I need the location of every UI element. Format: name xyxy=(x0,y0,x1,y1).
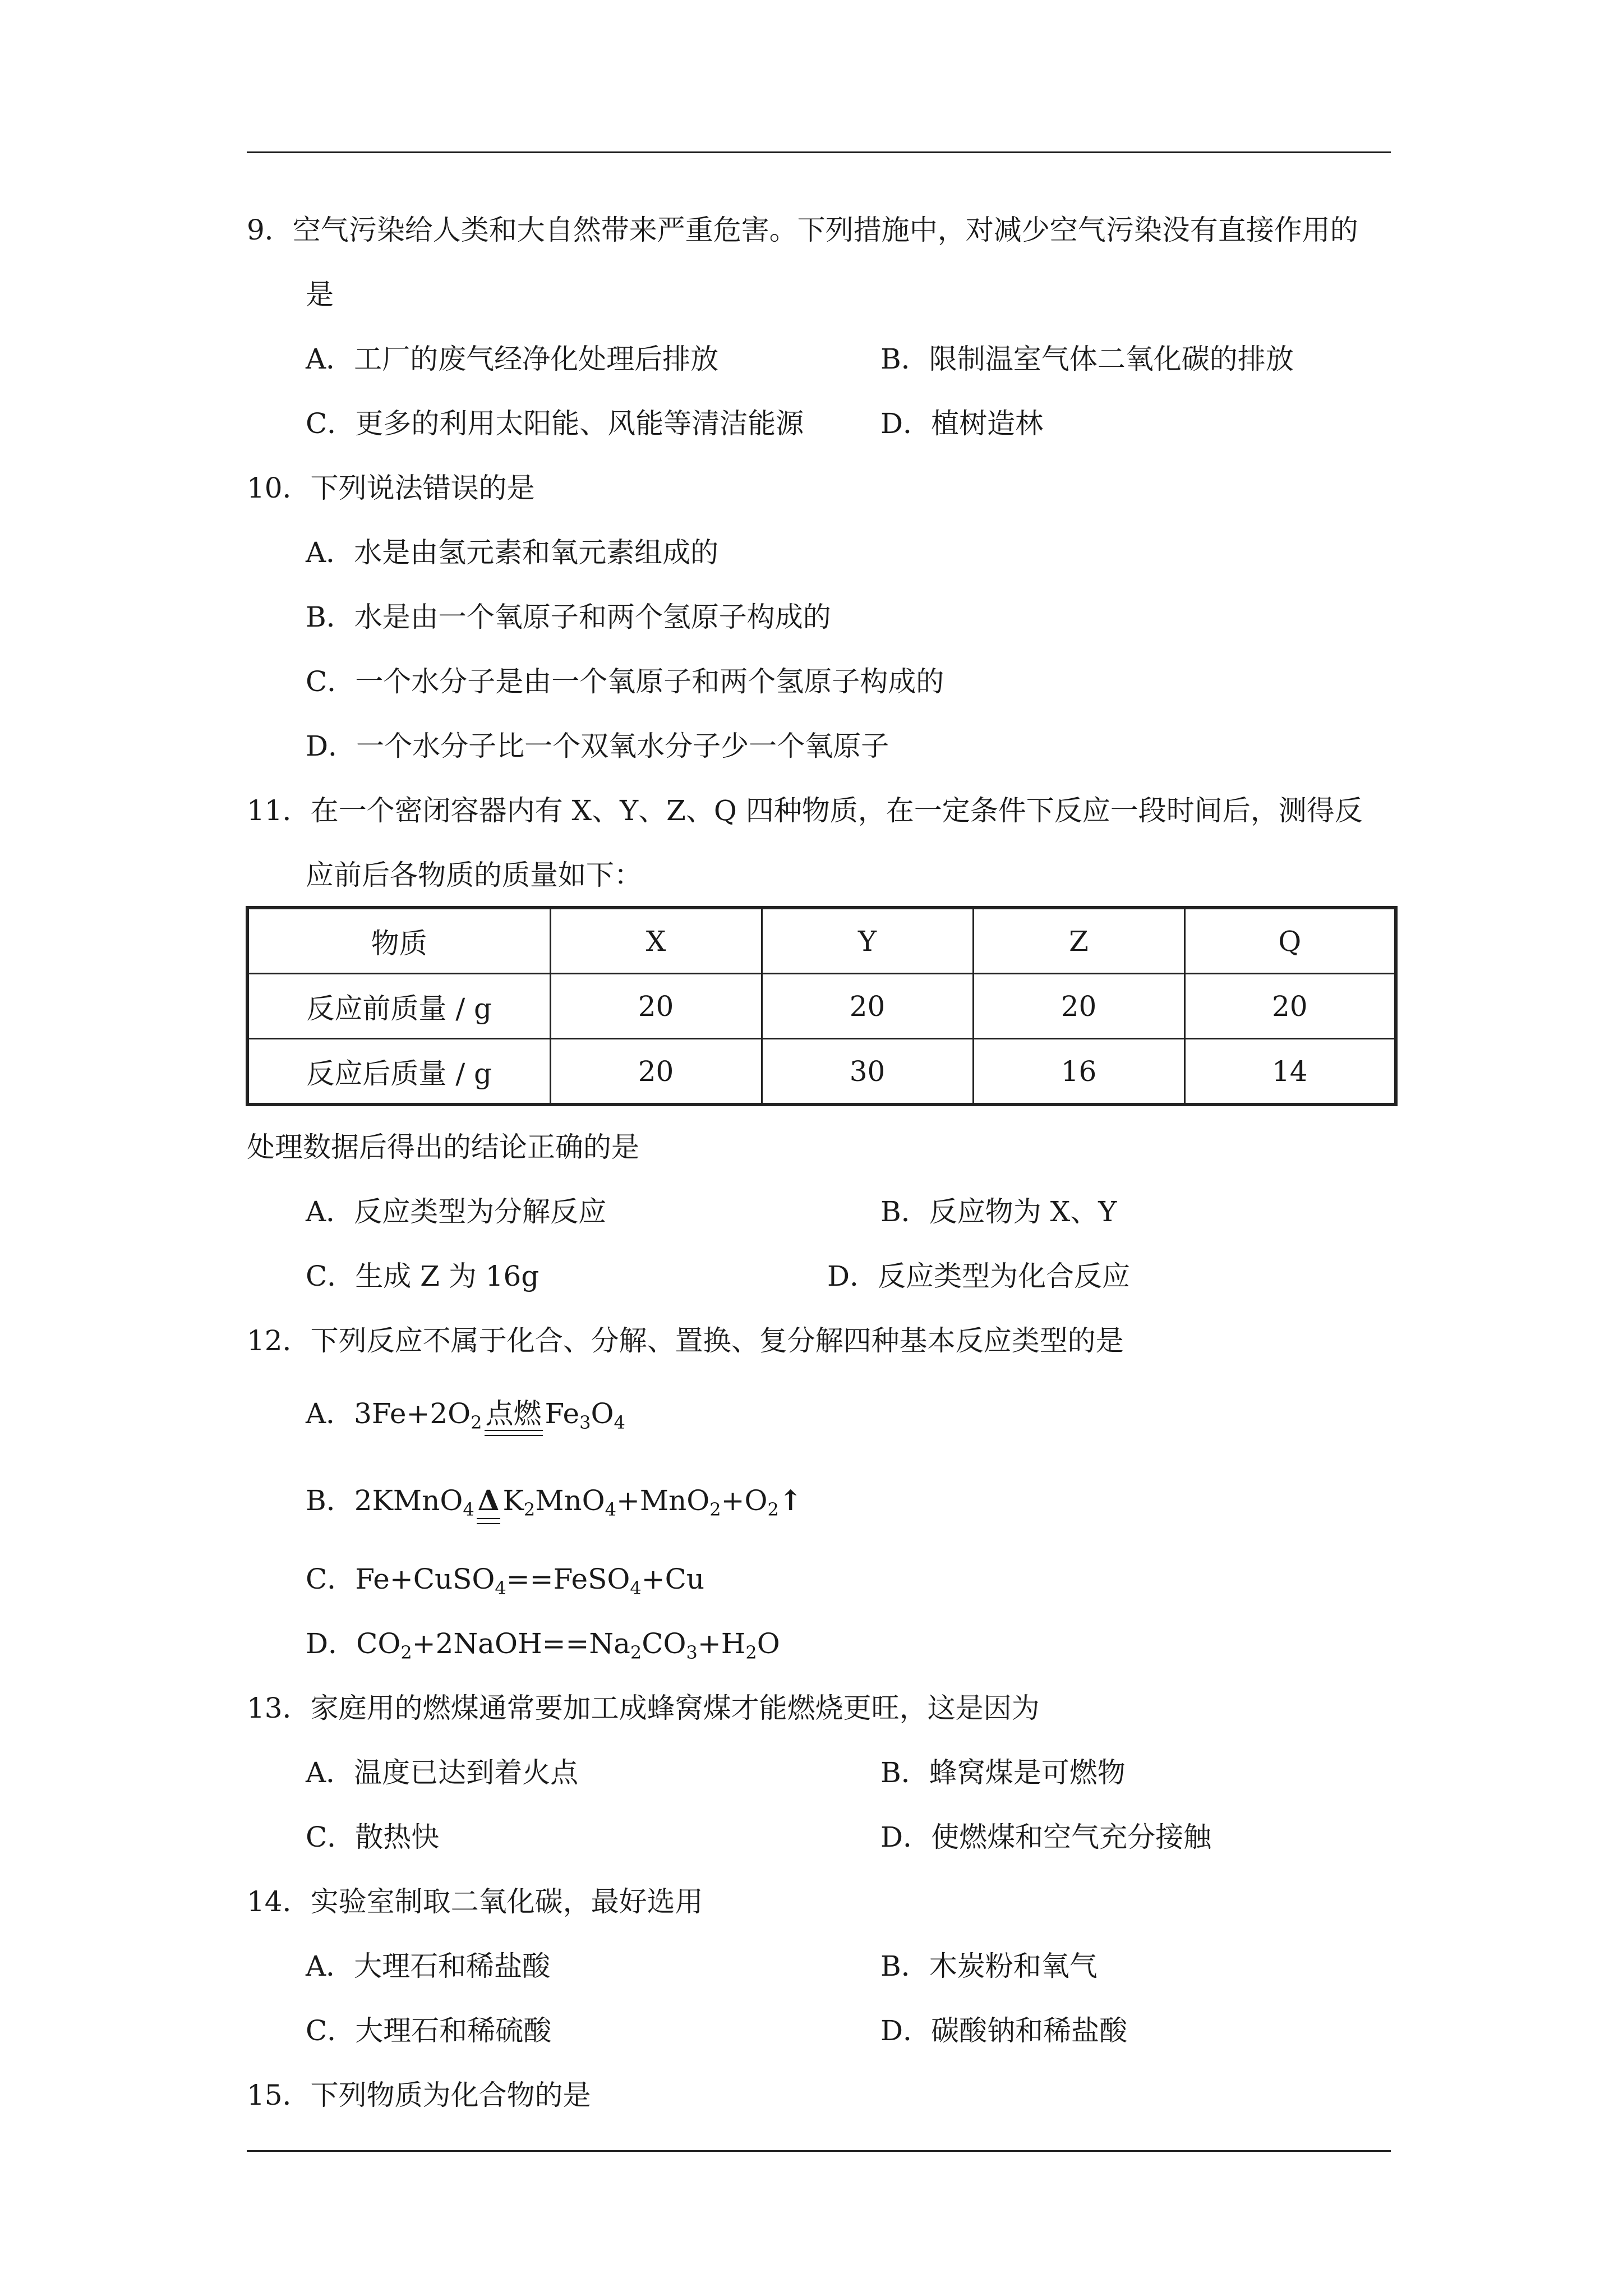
table-cell: 反应后质量 / g xyxy=(247,1039,550,1105)
table-header-cell: Y xyxy=(762,908,973,974)
equation-term: O xyxy=(757,1627,780,1660)
q11-option-a: A．反应类型为分解反应 xyxy=(306,1195,607,1228)
q11-stem-line2: 应前后各物质的质量如下： xyxy=(306,859,642,891)
table-header-cell: Z xyxy=(973,908,1184,974)
heat-condition: Δ xyxy=(474,1484,503,1517)
q11-option-d: D．反应类型为化合反应 xyxy=(827,1260,1131,1292)
equation-term: 3Fe+2O xyxy=(354,1397,471,1430)
equation-term: +2NaOH==Na xyxy=(412,1627,630,1660)
subscript: 2 xyxy=(400,1642,412,1663)
table-row xyxy=(247,974,1396,1039)
subscript: 3 xyxy=(579,1412,591,1433)
table-cell: 20 xyxy=(762,974,973,1039)
table-cell: 20 xyxy=(1184,974,1396,1039)
q10-option-c: C．一个水分子是由一个氧原子和两个氢原子构成的 xyxy=(306,665,944,698)
equation-term: +Cu xyxy=(641,1563,705,1595)
q13-option-b: B．蜂窝煤是可燃物 xyxy=(880,1756,1126,1789)
q13-option-c: C．散热快 xyxy=(306,1821,440,1853)
q13-stem: 13．家庭用的燃煤通常要加工成蜂窝煤才能燃烧更旺，这是因为 xyxy=(247,1692,1040,1724)
option-letter: B． xyxy=(306,1484,354,1517)
table-header-cell: 物质 xyxy=(247,908,550,974)
table-cell: 20 xyxy=(973,974,1184,1039)
table-row xyxy=(247,1039,1396,1105)
equation-term: ==FeSO xyxy=(506,1563,630,1595)
table-header-cell: Q xyxy=(1184,908,1396,974)
q15-stem: 15．下列物质为化合物的是 xyxy=(247,2079,591,2111)
subscript: 3 xyxy=(686,1642,698,1663)
equation-term: O xyxy=(591,1397,614,1430)
subscript: 4 xyxy=(463,1499,474,1520)
footer-rule xyxy=(247,2150,1391,2152)
equation-term: Fe+CuSO xyxy=(355,1563,495,1595)
equation-term: CO xyxy=(642,1627,686,1660)
equation-term: Fe xyxy=(545,1397,580,1430)
table-cell: 14 xyxy=(1184,1039,1396,1105)
q11-stem-line1: 11．在一个密闭容器内有 X、Y、Z、Q 四种物质，在一定条件下反应一段时间后，测得反 xyxy=(247,794,1363,827)
q9-option-b: B．限制温室气体二氧化碳的排放 xyxy=(880,343,1294,375)
q9-option-c: C．更多的利用太阳能、风能等清洁能源 xyxy=(306,407,804,440)
subscript: 2 xyxy=(471,1412,482,1433)
q9-option-a: A．工厂的废气经净化处理后排放 xyxy=(306,343,719,375)
q9-stem-line2: 是 xyxy=(306,278,334,311)
equation-term: K xyxy=(502,1484,524,1517)
q10-option-b: B．水是由一个氧原子和两个氢原子构成的 xyxy=(306,601,831,633)
option-letter: C． xyxy=(306,1563,356,1595)
equation-term: +H xyxy=(697,1627,746,1660)
subscript: 4 xyxy=(630,1577,642,1599)
q14-option-c: C．大理石和稀硫酸 xyxy=(306,2014,552,2047)
equation-term: MnO xyxy=(535,1484,605,1517)
subscript: 2 xyxy=(767,1499,779,1520)
header-rule xyxy=(247,151,1391,153)
q13-option-a: A．温度已达到着火点 xyxy=(306,1756,579,1789)
q9-stem-line1: 9．空气污染给人类和大自然带来严重危害。下列措施中，对减少空气污染没有直接作用的 xyxy=(247,214,1358,246)
table-cell: 16 xyxy=(973,1039,1184,1105)
equation-term: +O xyxy=(721,1484,768,1517)
subscript: 2 xyxy=(745,1642,757,1663)
q11-option-c: C．生成 Z 为 16g xyxy=(306,1260,540,1292)
subscript: 4 xyxy=(605,1499,616,1520)
reaction-condition: 点燃 xyxy=(482,1397,545,1430)
q11-after-table: 处理数据后得出的结论正确的是 xyxy=(247,1131,639,1163)
q14-option-d: D．碳酸钠和稀盐酸 xyxy=(880,2014,1128,2047)
q14-option-b: B．木炭粉和氧气 xyxy=(880,1950,1098,1982)
subscript: 4 xyxy=(495,1577,506,1599)
subscript: 4 xyxy=(614,1412,625,1433)
equation-term: 2KMnO xyxy=(354,1484,463,1517)
q14-option-a: A．大理石和稀盐酸 xyxy=(306,1950,551,1982)
gas-arrow: ↑ xyxy=(778,1484,803,1517)
mass-table xyxy=(246,906,1398,1106)
q10-option-d: D．一个水分子比一个双氧水分子少一个氧原子 xyxy=(306,730,889,762)
table-header-cell: X xyxy=(550,908,762,974)
option-letter: D． xyxy=(306,1627,357,1660)
q12-option-d xyxy=(306,1627,780,1663)
q14-stem: 14．实验室制取二氧化碳，最好选用 xyxy=(247,1885,703,1918)
q12-option-c xyxy=(306,1562,705,1599)
equation-term: CO xyxy=(356,1627,401,1660)
q10-stem: 10．下列说法错误的是 xyxy=(247,472,535,504)
subscript: 2 xyxy=(630,1642,642,1663)
q12-option-a xyxy=(306,1397,625,1433)
q12-stem: 12．下列反应不属于化合、分解、置换、复分解四种基本反应类型的是 xyxy=(247,1324,1124,1357)
subscript: 2 xyxy=(709,1499,721,1520)
table-cell: 20 xyxy=(550,974,762,1039)
option-letter: A． xyxy=(306,1397,354,1430)
q9-option-d: D．植树造林 xyxy=(880,407,1044,440)
table-header-row xyxy=(247,908,1396,974)
q12-option-b xyxy=(306,1484,803,1520)
equation-term: +MnO xyxy=(616,1484,710,1517)
table-cell: 30 xyxy=(762,1039,973,1105)
table-cell: 20 xyxy=(550,1039,762,1105)
q13-option-d: D．使燃煤和空气充分接触 xyxy=(880,1821,1212,1853)
subscript: 2 xyxy=(523,1499,536,1520)
table-cell: 反应前质量 / g xyxy=(247,974,550,1039)
q10-option-a: A．水是由氢元素和氧元素组成的 xyxy=(306,536,719,569)
q11-option-b: B．反应物为 X、Y xyxy=(880,1195,1117,1228)
